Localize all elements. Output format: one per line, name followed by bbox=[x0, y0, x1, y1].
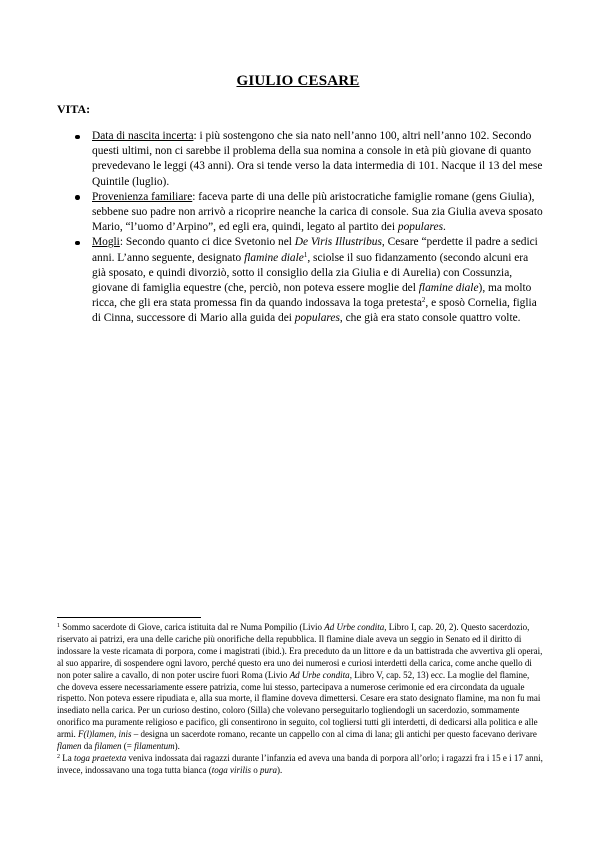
footnote-number: 1 bbox=[57, 623, 60, 629]
italic-term: flamine diale bbox=[418, 282, 479, 295]
footnote-1 bbox=[57, 622, 543, 753]
footnote-text: ). bbox=[174, 741, 180, 752]
italic-term: populares bbox=[397, 221, 444, 234]
list-item-wives bbox=[75, 235, 543, 326]
bullet-text: : faceva parte di una delle più aristocratiche famiglie romane (gens Giulia), sebbene suo padre non arrivò a ricoprire neanche la carica di console. Sua zia Giulia aveva sposato Mario, “l’uomo d’Arpino”, ed egli era, quindi, legato al partito dei bbox=[92, 190, 543, 234]
bullet-text: : Secondo quanto ci dice Svetonio nel bbox=[119, 236, 295, 249]
italic-term: flamen bbox=[57, 741, 82, 752]
bullet-text: , Cesare “perdette il padre a sedici anni. L’anno seguente, designato bbox=[92, 236, 538, 264]
italic-term: toga virilis bbox=[211, 764, 251, 775]
bullet-text: : i più sostengono che sia nato nell’anno 100, altri nell’anno 102. Secondo questi ultimi, non ci sarebbe il problema della sua nomina a console in età più giovane di quanto prevedevano le leggi (43 anni). Ora si tende verso la data intermedia di 101. Nacque il 13 del mese Quintile (luglio). bbox=[92, 130, 543, 188]
bullet-dot-icon bbox=[75, 135, 80, 140]
italic-term: pura bbox=[259, 764, 277, 775]
bullet-dot-icon bbox=[75, 195, 80, 200]
bullet-dot-icon bbox=[75, 241, 80, 246]
italic-term: F(l)lamen, inis bbox=[78, 729, 132, 740]
italic-term: flamine diale bbox=[244, 251, 304, 264]
bullet-text: ), ma molto ricca, che gli era stata promessa fin da quando indossava la toga pretesta bbox=[92, 282, 532, 310]
page-title: GIULIO CESARE bbox=[236, 73, 360, 89]
footnote-text: , Libro V, cap. 52, 13) ecc. La moglie del flamine, che doveva essere necessariamente essere patrizia, come lui stesso, partecipava a numerose cerimonie ed era circondata da uguale rispetto. Non poteva essere ripudiata e, alla sua morte, il flamine doveva dimettersi. Cesare era stato designato flamine, ma non fu mai insediato nella carica. Per un curioso destino, coloro (Silla) che volevano perseguitarlo togliendogli un sacerdozio, sommamente onorifico ma puramente religioso e pacifico, gli consentirono in seguito, col togliersi tutti gli interdetti, di dedicarsi alla politica e alle armi. bbox=[57, 669, 541, 740]
bullet-text: , e sposò Cornelia, figlia di Cinna, successore di Mario alla guida dei bbox=[92, 297, 537, 325]
italic-term: toga praetexta bbox=[74, 752, 127, 763]
italic-term: filamentum bbox=[134, 741, 175, 752]
footnote-text: o bbox=[250, 764, 260, 775]
italic-term: filamen bbox=[94, 741, 122, 752]
section-heading: VITA: bbox=[57, 102, 91, 116]
italic-term: De Viris Illustribus bbox=[294, 236, 382, 249]
footnote-separator bbox=[57, 617, 201, 618]
bullet-label: Data di nascita incerta bbox=[92, 130, 194, 142]
footnote-ref-2[interactable]: 2 bbox=[421, 296, 426, 305]
bullet-label: Mogli bbox=[92, 236, 120, 249]
footnote-text: (= bbox=[121, 741, 135, 752]
bullet-text: , che già era stato console quattro volte. bbox=[339, 312, 521, 325]
bullet-text: , sciolse il suo fidanzamento (secondo alcuni era già sposato, e quindi divorziò, sotto il consiglio della zia Giulia e di Aurelia) con Cossunzia, giovane di famiglia equestre (che, perciò, non poteva essere moglie del bbox=[92, 251, 529, 295]
italic-term: Ad Urbe condita bbox=[289, 669, 350, 680]
footnote-text: La bbox=[60, 752, 74, 763]
footnote-text: – designa un sacerdote romano, recante un cappello con al cima di lana; gli antichi per questo facevano derivare bbox=[131, 729, 537, 740]
footnotes bbox=[57, 622, 543, 777]
footnote-text: , Libro I, cap. 20, 2). Questo sacerdozio, riservato ai patrizi, era una delle cariche più onorifiche della repubblica. Il flamine diale aveva un seggio in Senato ed il diritto di indossare la veste ricamata di porpora, come i magistrati (ibid.). Era preceduto da un littore e da un battistrada che avvertiva gli operai, al suo apparire, di sospendere ogni lavoro, perché questo era uno dei numerosi e curiosi interdetti della carica, come anche quello di non poter salire a cavallo, di non poter uscire fuori Roma (Livio bbox=[57, 622, 543, 680]
list-item-family-origin bbox=[75, 190, 543, 236]
footnote-number: 2 bbox=[57, 753, 60, 760]
footnote-text: Sommo sacerdote di Giove, carica istituita dal re Numa Pompilio (Livio bbox=[60, 622, 325, 632]
bullet-list bbox=[75, 129, 543, 327]
footnote-text: da bbox=[81, 741, 95, 752]
footnote-ref-1[interactable]: 1 bbox=[303, 250, 308, 259]
footnote-text: ). bbox=[276, 764, 283, 775]
footnote-2 bbox=[57, 753, 543, 777]
bullet-label: Provenienza familiare bbox=[92, 190, 193, 203]
bullet-text: . bbox=[443, 221, 446, 234]
list-item-birth-date bbox=[75, 129, 543, 190]
italic-term: Ad Urbe condita bbox=[324, 622, 385, 632]
italic-term: populares bbox=[294, 312, 340, 325]
footnote-text: veniva indossata dai ragazzi durante l’infanzia ed aveva una banda di porpora all’orlo; i ragazzi fra i 15 e i 17 anni, invece, indossavano una toga tutta bianca ( bbox=[57, 752, 543, 775]
